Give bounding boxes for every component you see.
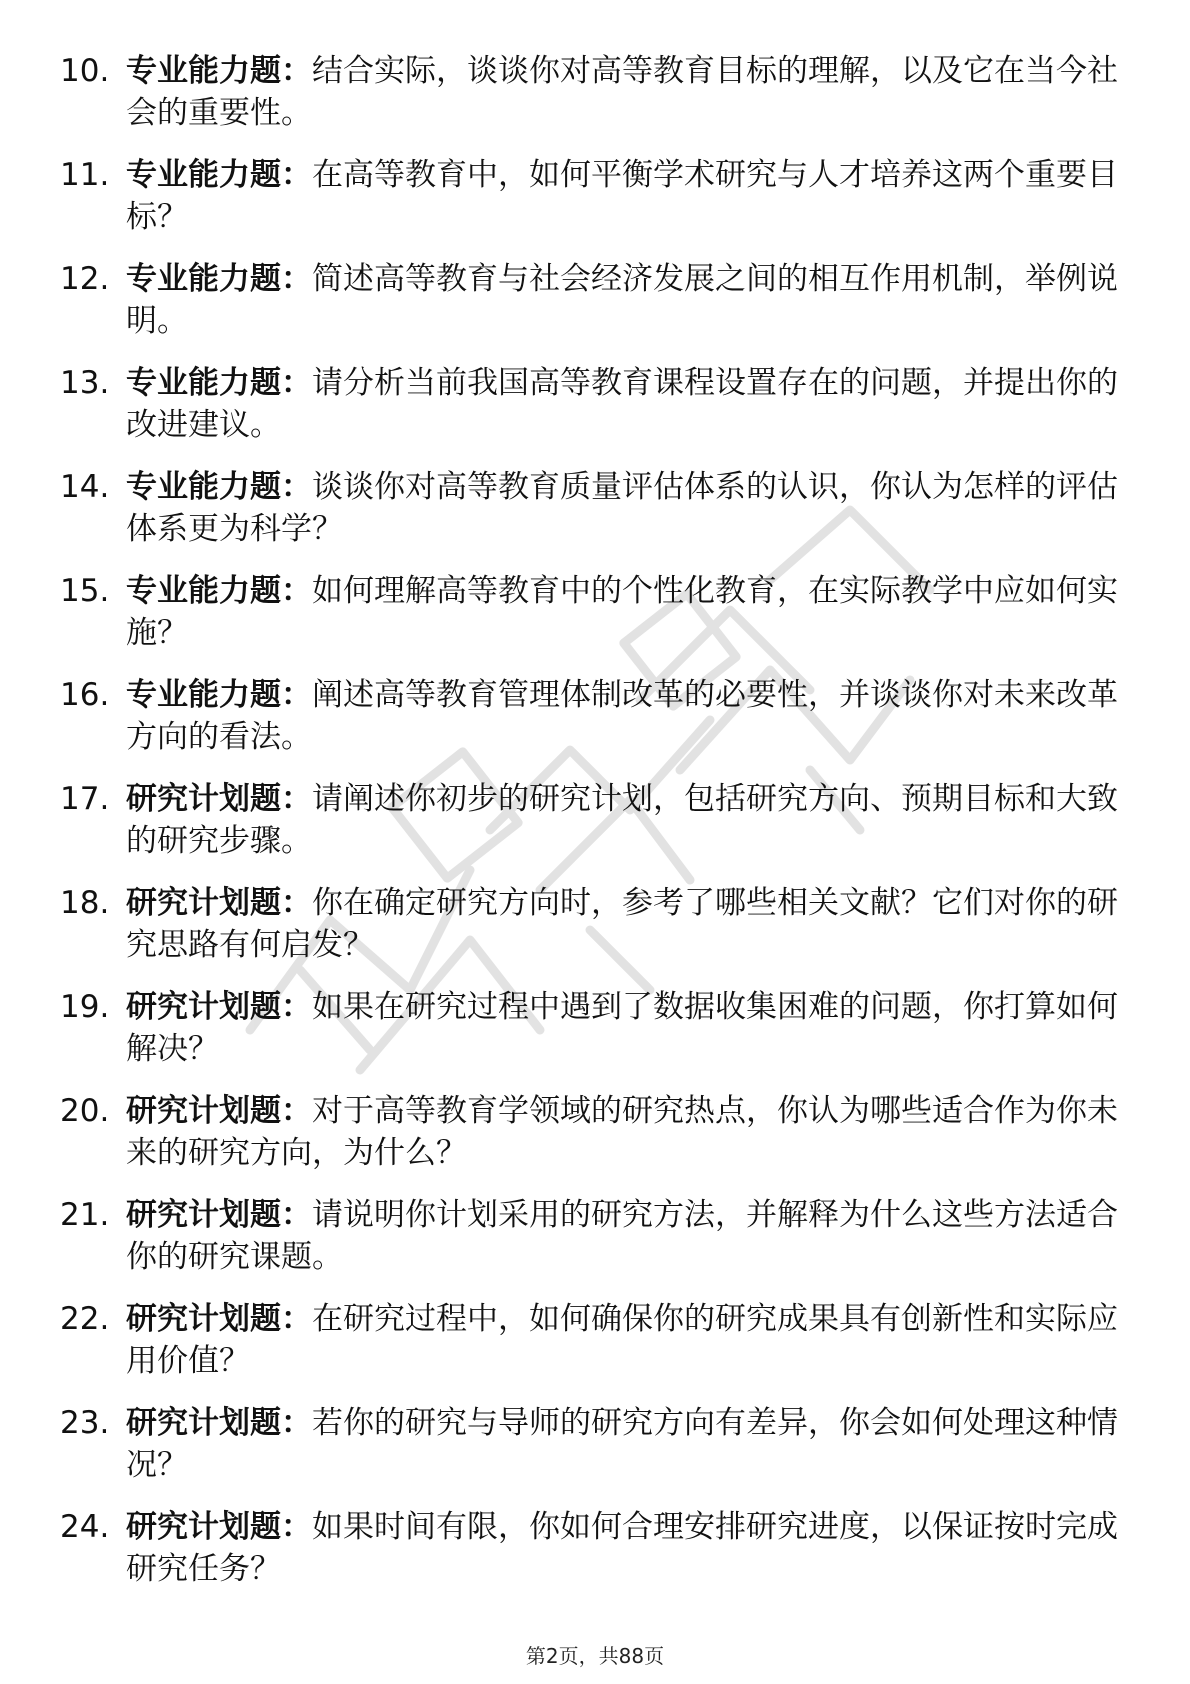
page-footer: 第2页，共88页	[525, 1644, 665, 1668]
question-category: 专业能力题：	[126, 261, 312, 297]
question-number: 10.	[60, 53, 110, 89]
question-item	[60, 778, 1120, 862]
question-text: 若你的研究与导师的研究方向有差异，你会如何处理这种情况？	[126, 1405, 1118, 1483]
question-text: 如何理解高等教育中的个性化教育，在实际教学中应如何实施？	[126, 573, 1118, 651]
question-text: 请阐述你初步的研究计划，包括研究方向、预期目标和大致的研究步骤。	[126, 781, 1118, 859]
question-number: 22.	[60, 1301, 110, 1337]
question-item	[60, 1194, 1120, 1278]
question-number: 15.	[60, 573, 110, 609]
question-text: 你在确定研究方向时，参考了哪些相关文献？它们对你的研究思路有何启发？	[126, 885, 1118, 963]
question-category: 研究计划题：	[126, 885, 312, 921]
question-item	[60, 674, 1120, 758]
question-item	[60, 986, 1120, 1070]
question-category: 研究计划题：	[126, 1197, 312, 1233]
question-number: 19.	[60, 989, 110, 1025]
question-item	[60, 882, 1120, 966]
question-list	[60, 50, 1120, 1610]
question-text: 对于高等教育学领域的研究热点，你认为哪些适合作为你未来的研究方向，为什么？	[126, 1093, 1118, 1171]
question-item	[60, 154, 1120, 238]
question-category: 专业能力题：	[126, 573, 312, 609]
question-item	[60, 1402, 1120, 1486]
question-category: 专业能力题：	[126, 53, 312, 89]
question-item	[60, 1298, 1120, 1382]
question-item	[60, 1090, 1120, 1174]
question-number: 11.	[60, 157, 110, 193]
question-text: 如果时间有限，你如何合理安排研究进度，以保证按时完成研究任务？	[126, 1509, 1118, 1587]
question-category: 研究计划题：	[126, 989, 312, 1025]
question-item	[60, 258, 1120, 342]
question-number: 21.	[60, 1197, 110, 1233]
question-text: 如果在研究过程中遇到了数据收集困难的问题，你打算如何解决？	[126, 989, 1118, 1067]
question-number: 20.	[60, 1093, 110, 1129]
question-text: 在研究过程中，如何确保你的研究成果具有创新性和实际应用价值？	[126, 1301, 1118, 1379]
question-category: 研究计划题：	[126, 1509, 312, 1545]
question-item	[60, 362, 1120, 446]
question-category: 研究计划题：	[126, 781, 312, 817]
question-number: 18.	[60, 885, 110, 921]
question-category: 研究计划题：	[126, 1301, 312, 1337]
question-text: 谈谈你对高等教育质量评估体系的认识，你认为怎样的评估体系更为科学？	[126, 469, 1118, 547]
question-category: 专业能力题：	[126, 157, 312, 193]
question-text: 请分析当前我国高等教育课程设置存在的问题，并提出你的改进建议。	[126, 365, 1118, 443]
question-number: 24.	[60, 1509, 110, 1545]
question-item	[60, 1506, 1120, 1590]
question-number: 23.	[60, 1405, 110, 1441]
question-number: 13.	[60, 365, 110, 401]
question-category: 研究计划题：	[126, 1093, 312, 1129]
question-number: 16.	[60, 677, 110, 713]
question-item	[60, 570, 1120, 654]
question-item	[60, 50, 1120, 134]
question-category: 专业能力题：	[126, 365, 312, 401]
question-text: 请说明你计划采用的研究方法，并解释为什么这些方法适合你的研究课题。	[126, 1197, 1118, 1275]
question-number: 14.	[60, 469, 110, 505]
question-number: 17.	[60, 781, 110, 817]
question-text: 简述高等教育与社会经济发展之间的相互作用机制，举例说明。	[126, 261, 1118, 339]
question-category: 研究计划题：	[126, 1405, 312, 1441]
question-text: 结合实际，谈谈你对高等教育目标的理解，以及它在当今社会的重要性。	[126, 53, 1118, 131]
question-category: 专业能力题：	[126, 469, 312, 505]
question-category: 专业能力题：	[126, 677, 312, 713]
question-text: 阐述高等教育管理体制改革的必要性，并谈谈你对未来改革方向的看法。	[126, 677, 1118, 755]
question-item	[60, 466, 1120, 550]
question-text: 在高等教育中，如何平衡学术研究与人才培养这两个重要目标？	[126, 157, 1118, 235]
question-number: 12.	[60, 261, 110, 297]
